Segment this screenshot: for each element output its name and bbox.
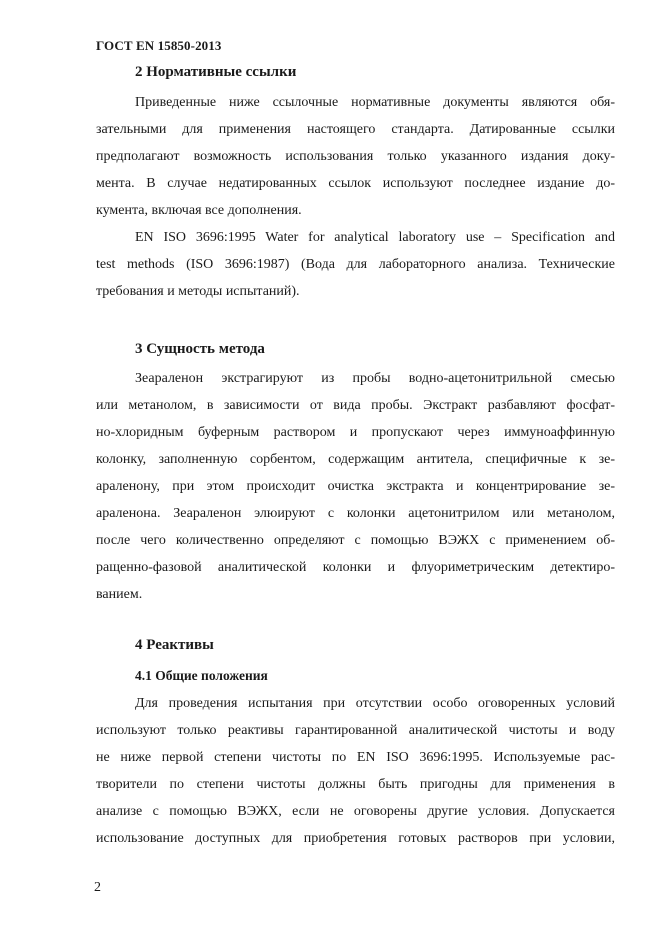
text-line: используют только реактивы гарантированной аналитической чистоты и воду [96, 723, 615, 738]
text-line: ванием. [96, 587, 143, 602]
section-3-heading: 3 Сущность метода [135, 341, 265, 357]
text-line: EN ISO 3696:1995 Water for analytical laboratory use – Specification and [135, 230, 615, 245]
text-line: использование доступных для приобретения готовых растворов при условии, [96, 831, 615, 846]
text-line: араленона. Зеараленон элюируют с колонки ацетонитрилом или метанолом, [96, 506, 615, 521]
text-line: test methods (ISO 3696:1987) (Вода для лабораторного анализа. Технические [96, 257, 615, 272]
text-line: араленону, при этом происходит очистка экстракта и концентрирование зе- [96, 479, 615, 494]
section-4-1-paragraph-1 [96, 690, 615, 852]
section-4-heading: 4 Реактивы [135, 637, 214, 653]
document-header: ГОСТ EN 15850-2013 [96, 38, 222, 53]
section-4-1-subheading: 4.1 Общие положения [135, 668, 268, 683]
text-line: предполагают возможность использования только указанного издания доку- [96, 149, 615, 164]
section-2-heading: 2 Нормативные ссылки [135, 64, 297, 80]
text-line: не ниже первой степени чистоты по EN ISO 3696:1995. Используемые рас- [96, 750, 615, 765]
text-line: мента. В случае недатированных ссылок используют последнее издание до- [96, 176, 615, 191]
text-line: или метанолом, в зависимости от вида пробы. Экстракт разбавляют фосфат- [96, 398, 615, 413]
text-line: требования и методы испытаний). [96, 284, 300, 299]
page-number: 2 [94, 880, 101, 895]
text-line: ращенно-фазовой аналитической колонки и флуориметрическим детектиро- [96, 560, 615, 575]
text-line: анализе с помощью ВЭЖХ, если не оговорены другие условия. Допускается [96, 804, 615, 819]
text-line: зательными для применения настоящего стандарта. Датированные ссылки [96, 122, 615, 137]
text-line: Для проведения испытания при отсутствии особо оговоренных условий [135, 696, 615, 711]
section-2-paragraph-2 [96, 224, 615, 305]
text-line: творители по степени чистоты должны быть пригодны для применения в [96, 777, 615, 792]
text-line: Зеараленон экстрагируют из пробы водно-ацетонитрильной смесью [135, 371, 615, 386]
text-line: после чего количественно определяют с помощью ВЭЖХ с применением об- [96, 533, 615, 548]
section-3-paragraph-1 [96, 365, 615, 608]
text-line: Приведенные ниже ссылочные нормативные документы являются обя- [135, 95, 615, 110]
section-2-paragraph-1 [96, 89, 615, 224]
text-line: кумента, включая все дополнения. [96, 203, 302, 218]
text-line: но-хлоридным буферным раствором и пропускают через иммуноаффинную [96, 425, 615, 440]
text-line: колонку, заполненную сорбентом, содержащим антитела, специфичные к зе- [96, 452, 615, 467]
